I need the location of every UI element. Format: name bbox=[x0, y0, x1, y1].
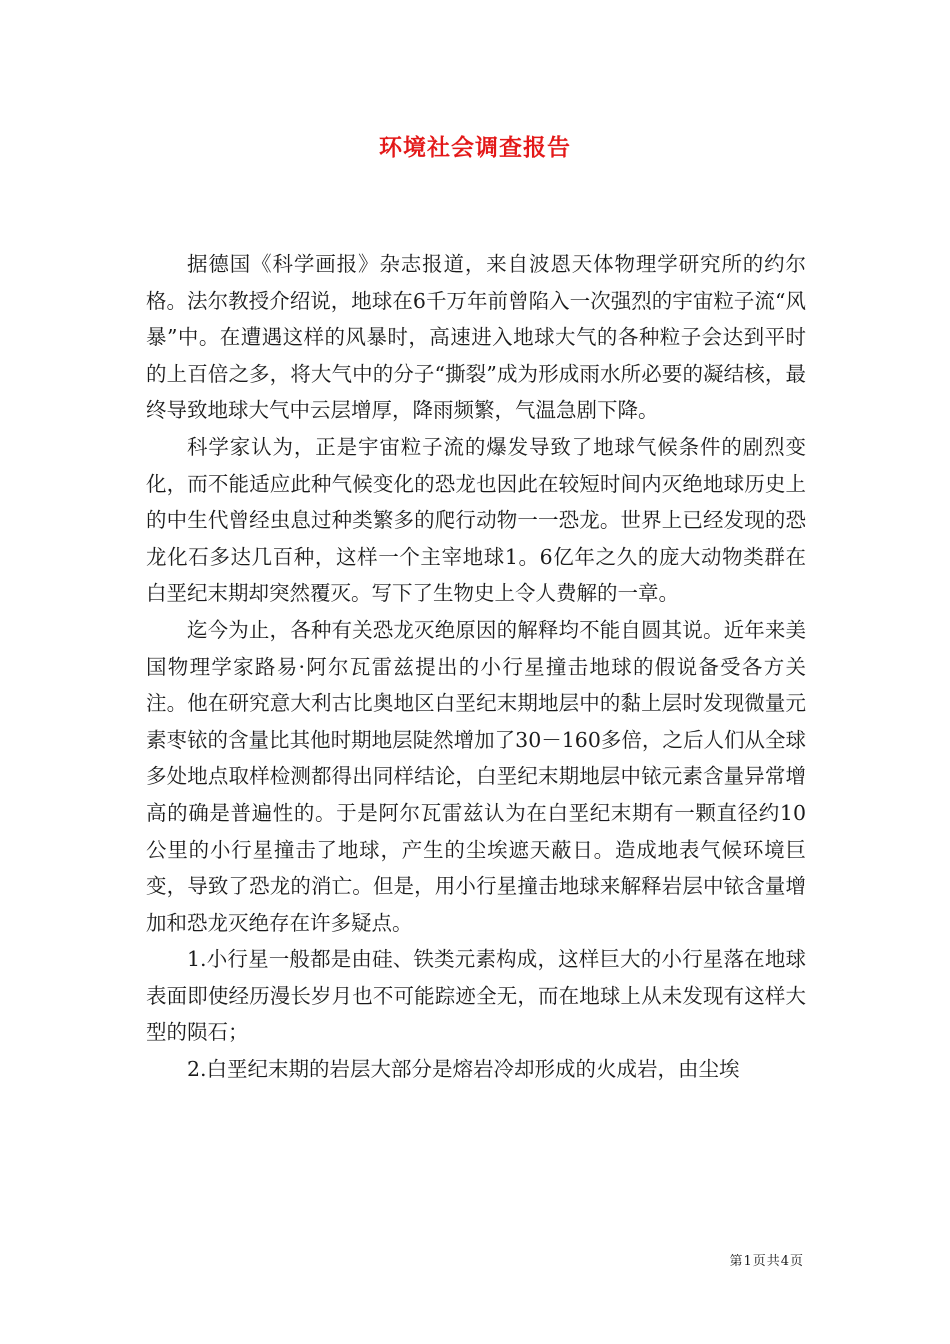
page-number-footer: 第1页共4页 bbox=[729, 1254, 804, 1269]
paragraph-2: 科学家认为，正是宇宙粒子流的爆发导致了地球气候条件的剧烈变化，而不能适应此种气候变化的恐龙也因此在较短时间内灭绝地球历史上的中生代曾经虫息过种类繁多的爬行动物一一恐龙。世界上已经发现的恐龙化石多达几百种，这样一个主宰地球1。6亿年之久的庞大动物类群在白垩纪末期却突然覆灭。写下了生物史上令人费解的一章。 bbox=[146, 434, 806, 606]
document-body bbox=[146, 246, 806, 1088]
paragraph-1: 据德国《科学画报》杂志报道，来自波恩天体物理学研究所的约尔格。法尔教授介绍说，地球在6千万年前曾陷入一次强烈的宇宙粒子流“风暴”中。在遭遇这样的风暴时，高速进入地球大气的各种粒子会达到平时的上百倍之多，将大气中的分子“撕裂”成为形成雨水所必要的凝结核，最终导致地球大气中云层增厚，降雨频繁，气温急剧下降。 bbox=[146, 252, 806, 423]
paragraph-5: 2.白垩纪末期的岩层大部分是熔岩冷却形成的火成岩，由尘埃 bbox=[187, 1057, 740, 1082]
paragraph-3: 迄今为止，各种有关恐龙灭绝原因的解释均不能自圆其说。近年来美国物理学家路易·阿尔瓦雷兹提出的小行星撞击地球的假说备受各方关注。他在研究意大利古比奥地区白垩纪末期地层中的黏上层时发现微量元素枣铱的含量比其他时期地层陡然增加了30－160多倍，之后人们从全球多处地点取样检测都得出同样结论，白垩纪末期地层中铱元素含量异常增高的确是普遍性的。于是阿尔瓦雷兹认为在白垩纪末期有一颗直径约10公里的小行星撞击了地球，产生的尘埃遮天蔽日。造成地表气候环境巨变，导致了恐龙的消亡。但是，用小行星撞击地球来解释岩层中铱含量增加和恐龙灭绝存在许多疑点。 bbox=[146, 617, 806, 935]
document-title: 环境社会调查报告 bbox=[379, 134, 571, 161]
paragraph-4: 1.小行星一般都是由硅、铁类元素构成，这样巨大的小行星落在地球表面即使经历漫长岁月也不可能踪迹全无，而在地球上从未发现有这样大型的陨石； bbox=[146, 947, 806, 1045]
